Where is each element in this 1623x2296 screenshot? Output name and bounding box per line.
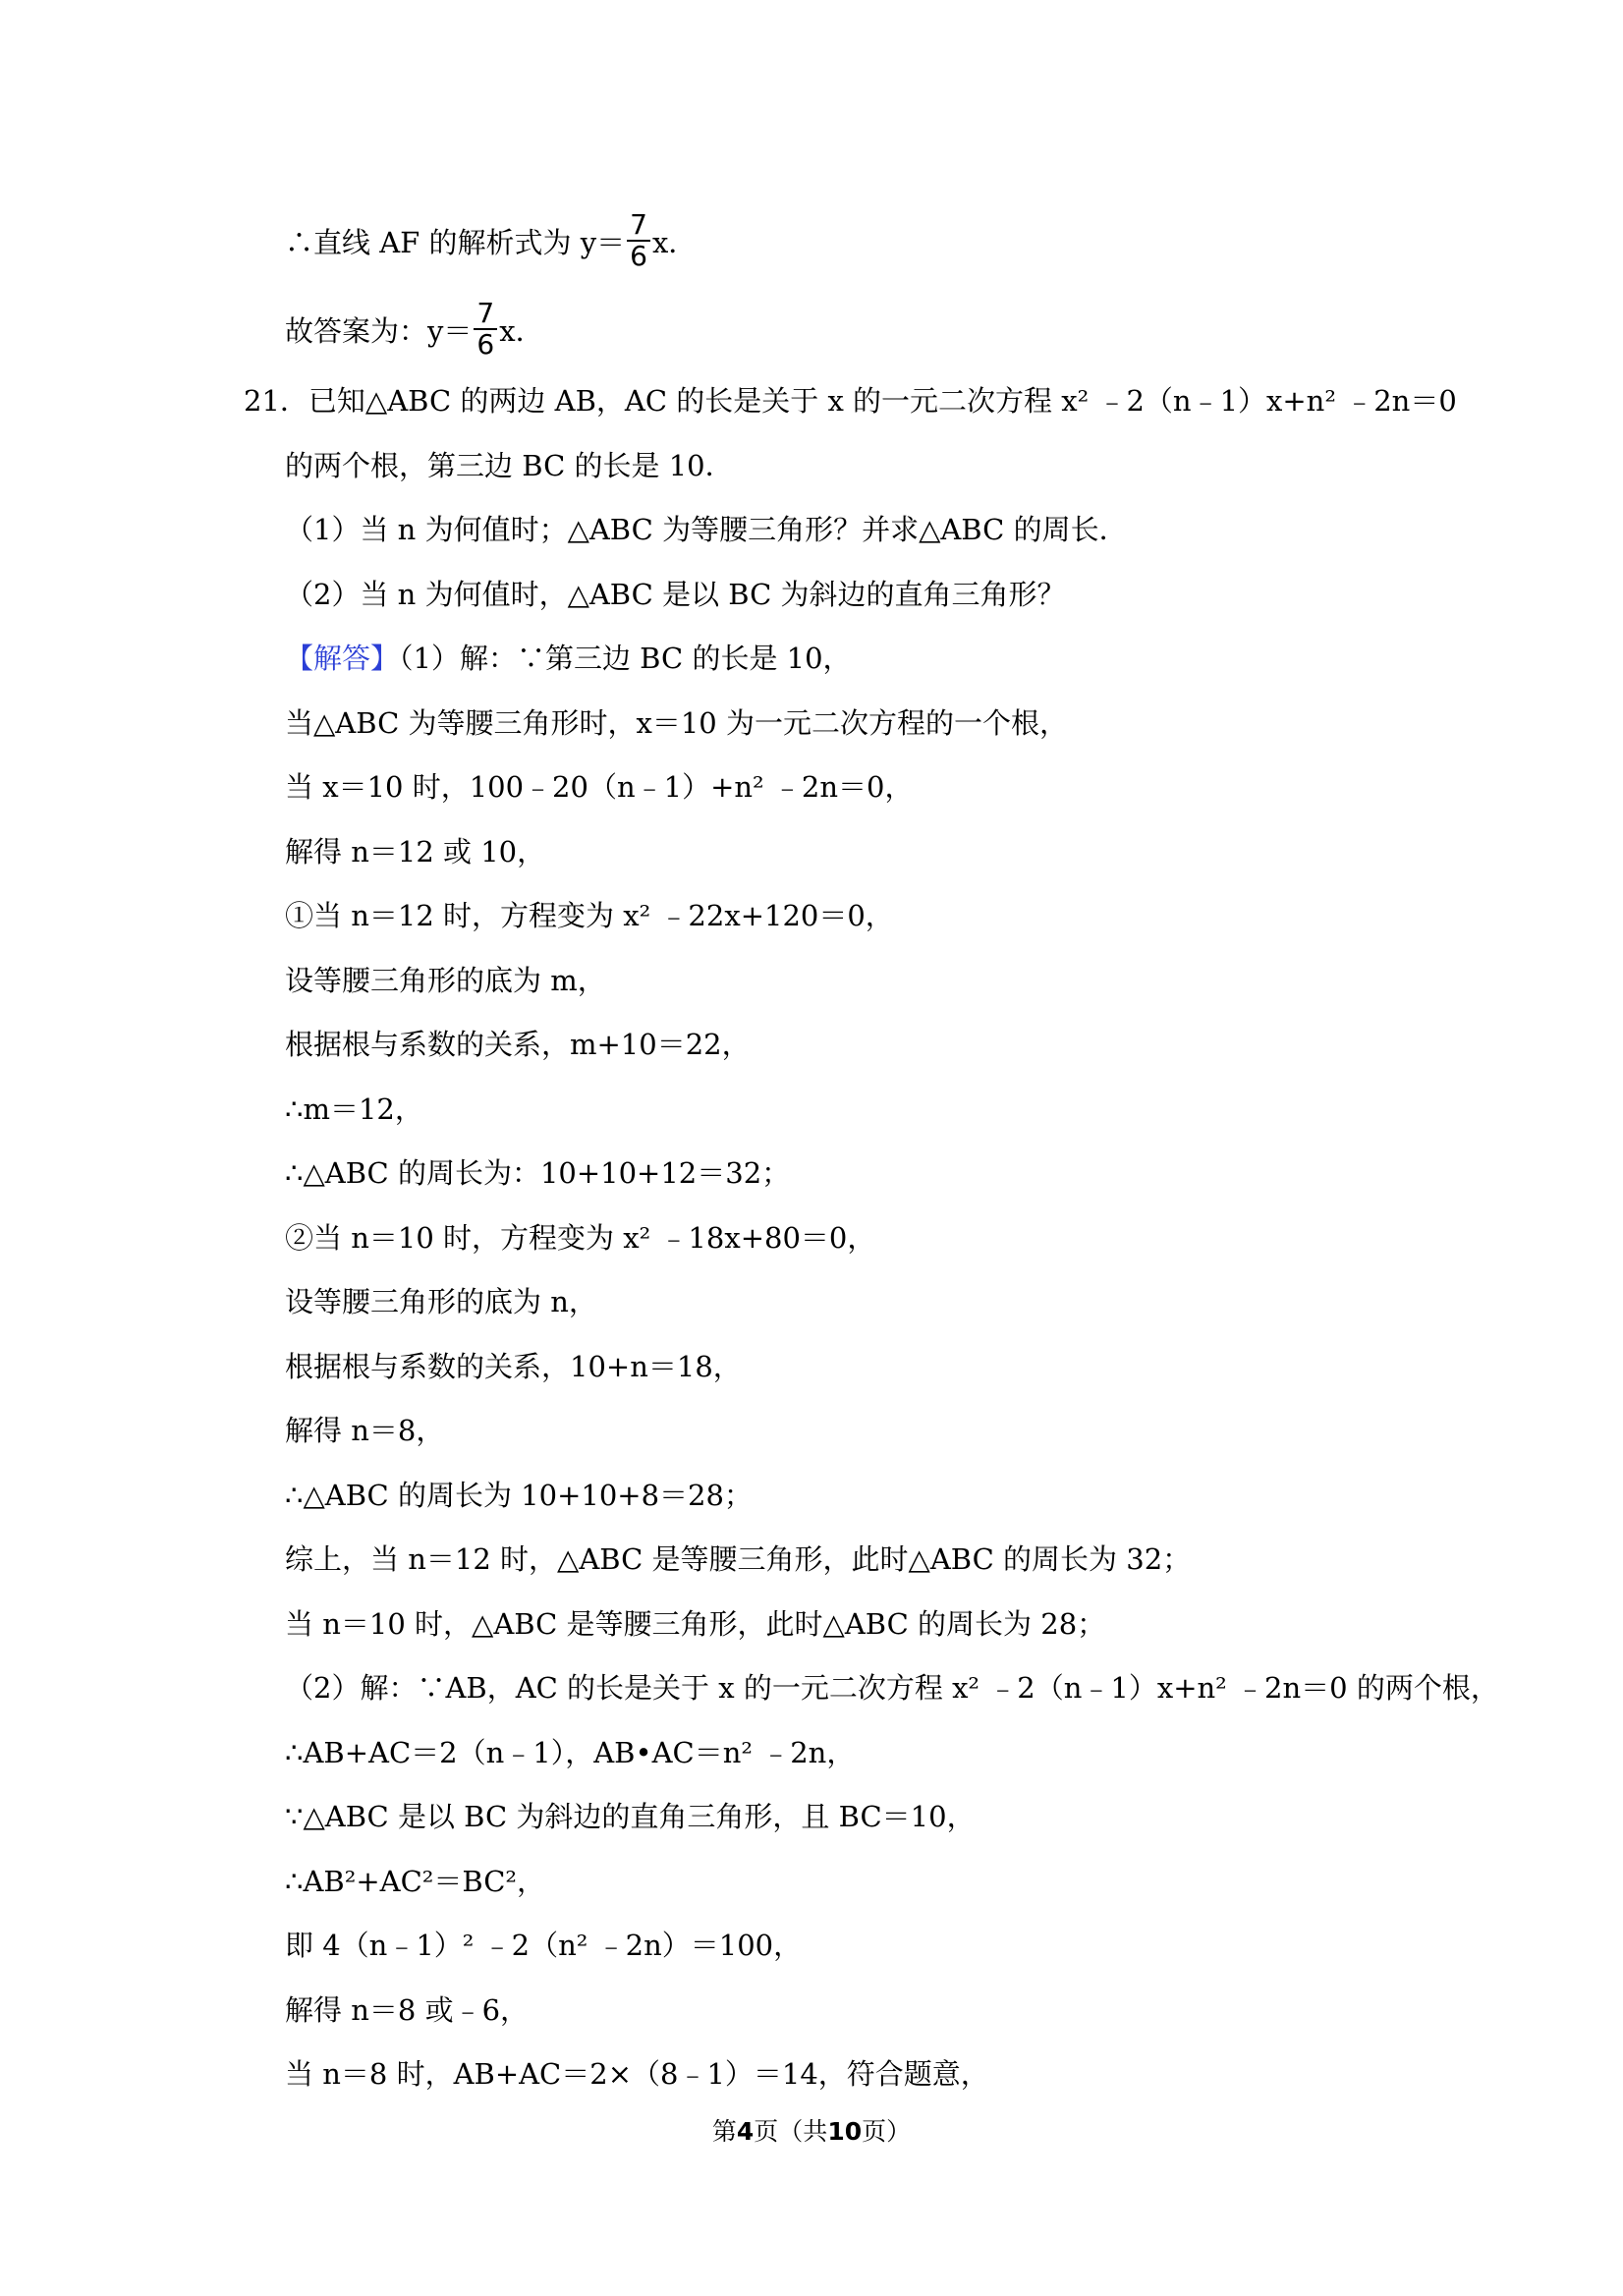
total-pages: 10	[827, 2117, 863, 2146]
problem-stem-line-2: 的两个根，第三边 BC 的长是 10．	[285, 449, 734, 482]
answer-line: 根据根与系数的关系，10+n＝18，	[285, 1350, 742, 1383]
answer-line: ∴△ABC 的周长为 10+10+8＝28；	[285, 1479, 753, 1512]
page-footer: 第4页（共10页）	[711, 2117, 912, 2146]
fraction: $\frac{7}{6}$	[627, 210, 650, 271]
answer-tag: 【解答】	[285, 642, 400, 675]
answer-line: 设等腰三角形的底为 n，	[285, 1285, 597, 1318]
question-1: （1）当 n 为何值时；△ABC 为等腰三角形？并求△ABC 的周长．	[285, 513, 1128, 546]
answer-line: （2）解：∵AB，AC 的长是关于 x 的一元二次方程 x² ﹣2（n﹣1）x+n² ﹣2n＝0 的两个根，	[285, 1671, 1499, 1705]
answer-line: 设等腰三角形的底为 m，	[285, 964, 606, 997]
answer-line: 当 n＝10 时，△ABC 是等腰三角形，此时△ABC 的周长为 28；	[285, 1607, 1106, 1641]
answer-line: 解得 n＝12 或 10，	[285, 835, 546, 868]
answer-line: ∴△ABC 的周长为：10+10+12＝32；	[285, 1156, 791, 1190]
answer-line: ∴AB+AC＝2（n﹣1），AB•AC＝n² ﹣2n，	[285, 1736, 856, 1769]
fraction: $\frac{7}{6}$	[474, 299, 497, 360]
answer-line: 当△ABC 为等腰三角形时，x＝10 为一元二次方程的一个根，	[285, 706, 1068, 740]
problem-number: 21．	[244, 384, 308, 418]
answer-line: ②当 n＝10 时，方程变为 x² ﹣18x+80＝0，	[285, 1221, 876, 1255]
answer-line: 根据根与系数的关系，m+10＝22，	[285, 1028, 751, 1061]
answer-line: 当 n＝8 时，AB+AC＝2×（8﹣1）＝14，符合题意，	[285, 2057, 989, 2091]
answer-line: ①当 n＝12 时，方程变为 x² ﹣22x+120＝0，	[285, 899, 894, 932]
page-number: 4	[736, 2117, 755, 2146]
answer-line: ∵△ABC 是以 BC 为斜边的直角三角形，且 BC＝10，	[285, 1800, 976, 1833]
previous-answer-line: 故答案为：y＝ $\frac{7}{6}$ x．	[285, 297, 544, 361]
answer-line: 【解答】（1）解：∵第三边 BC 的长是 10，	[285, 642, 852, 675]
answer-line: 解得 n＝8，	[285, 1414, 445, 1447]
answer-line: 即 4（n﹣1）² ﹣2（n² ﹣2n）＝100，	[285, 1929, 803, 1962]
question-2: （2）当 n 为何值时，△ABC 是以 BC 为斜边的直角三角形？	[285, 578, 1066, 611]
answer-line: 解得 n＝8 或﹣6，	[285, 1993, 530, 2027]
answer-line: 综上，当 n＝12 时，△ABC 是等腰三角形，此时△ABC 的周长为 32；	[285, 1542, 1192, 1576]
problem-stem-line-1: 21．已知△ABC 的两边 AB，AC 的长是关于 x 的一元二次方程 x² ﹣2（n﹣1）x+n² ﹣2n＝0	[244, 384, 1457, 418]
answer-line: ∴m＝12，	[285, 1092, 423, 1126]
af-equation-line: ∴直线 AF 的解析式为 y＝ $\frac{7}{6}$ x．	[285, 208, 698, 272]
answer-line: 当 x＝10 时，100﹣20（n﹣1）+n² ﹣2n＝0，	[285, 770, 914, 804]
answer-line: ∴AB²+AC²＝BC²，	[285, 1865, 546, 1898]
